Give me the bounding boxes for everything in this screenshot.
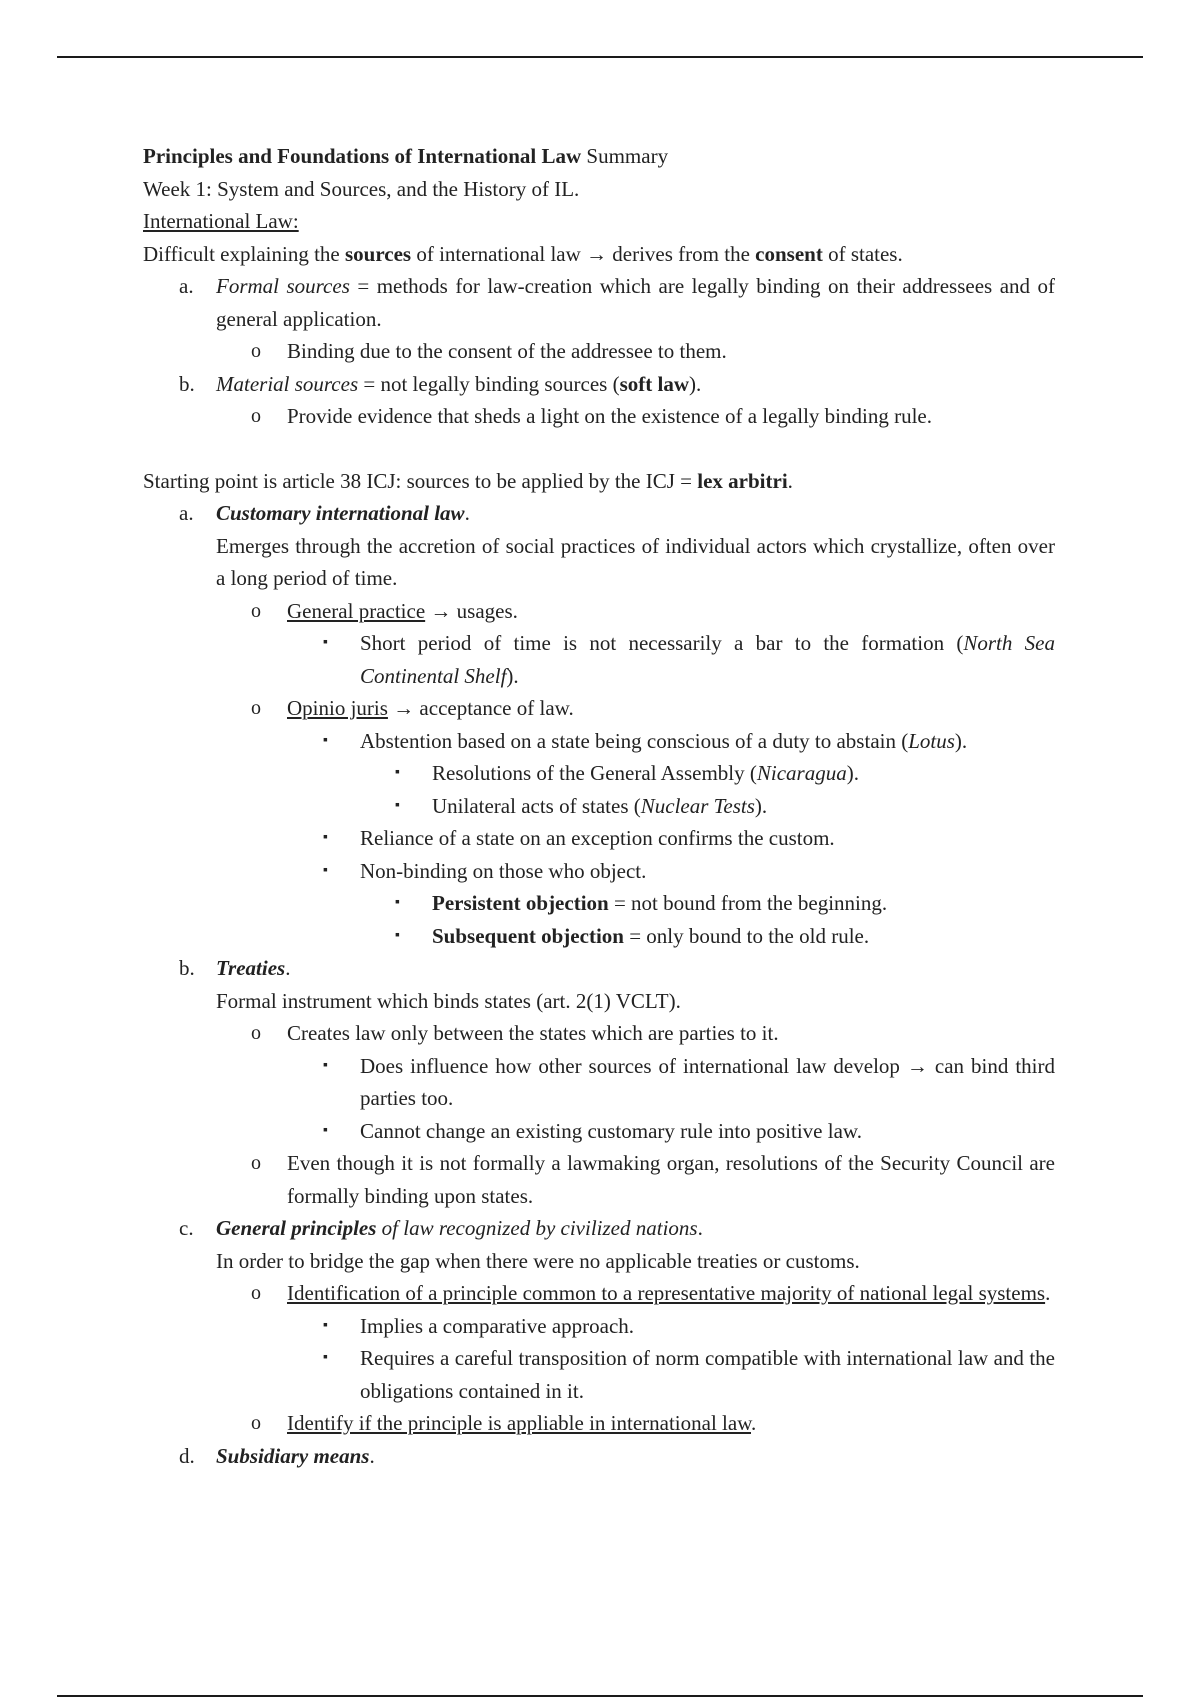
footer-rule bbox=[57, 1695, 1143, 1697]
list-item: ▪ Cannot change an existing customary rule into positive law. bbox=[143, 1115, 1055, 1148]
list-item-formal-sources: a. Formal sources = methods for law-creation which are legally binding on their addressees and of general application. bbox=[143, 270, 1055, 335]
list-marker: a. bbox=[179, 274, 194, 298]
list-item: ▪ Short period of time is not necessarily a bar to the formation (North Sea Continental Shelf). bbox=[143, 627, 1055, 692]
list-item-treaties: b. Treaties. bbox=[143, 952, 1055, 985]
list-marker: c. bbox=[179, 1216, 194, 1240]
list-item-customary-law: a. Customary international law. bbox=[143, 497, 1055, 530]
treaties-description: Formal instrument which binds states (art. 2(1) VCLT). bbox=[216, 988, 681, 1013]
circle-bullet-icon: o bbox=[251, 697, 261, 719]
article-38-paragraph: Starting point is article 38 ICJ: sources to be applied by the ICJ = lex arbitri. bbox=[143, 468, 793, 493]
document-title: Principles and Foundations of International Law Summary bbox=[143, 144, 669, 168]
square-bullet-icon: ▪ bbox=[395, 895, 400, 910]
square-bullet-icon: ▪ bbox=[323, 635, 328, 650]
list-item: ▪ Persistent objection = not bound from the beginning. bbox=[143, 887, 1055, 920]
document-body bbox=[143, 140, 1055, 1472]
circle-bullet-icon: o bbox=[251, 1282, 261, 1304]
list-item: o Creates law only between the states which are parties to it. bbox=[143, 1017, 1055, 1050]
list-marker: a. bbox=[179, 501, 194, 525]
list-item: o Even though it is not formally a lawmaking organ, resolutions of the Security Council are formally binding upon states. bbox=[143, 1147, 1055, 1212]
list-item: ▪ Does influence how other sources of international law develop → can bind third parties too. bbox=[143, 1050, 1055, 1115]
list-item: ▪ Unilateral acts of states (Nuclear Tests). bbox=[143, 790, 1055, 823]
circle-bullet-icon: o bbox=[251, 340, 261, 362]
list-item: ▪ Implies a comparative approach. bbox=[143, 1310, 1055, 1343]
list-marker: b. bbox=[179, 371, 195, 396]
square-bullet-icon: ▪ bbox=[323, 1317, 328, 1333]
square-bullet-icon: ▪ bbox=[395, 797, 400, 813]
list-item-subsidiary-means: d. Subsidiary means. bbox=[143, 1440, 1055, 1473]
circle-bullet-icon: o bbox=[251, 599, 261, 622]
list-marker: d. bbox=[179, 1443, 195, 1468]
list-item: ▪ Resolutions of the General Assembly (Nicaragua). bbox=[143, 757, 1055, 790]
list-item: o Binding due to the consent of the addressee to them. bbox=[143, 335, 1055, 368]
customary-description: Emerges through the accretion of social practices of individual actors which crystallize, often over a long period of time. bbox=[216, 533, 1055, 590]
list-item: o General practice → usages. bbox=[143, 595, 1055, 628]
list-item: ▪ Requires a careful transposition of norm compatible with international law and the obligations contained in it. bbox=[143, 1342, 1055, 1407]
square-bullet-icon: ▪ bbox=[323, 830, 328, 845]
list-marker: b. bbox=[179, 956, 195, 980]
circle-bullet-icon: o bbox=[251, 1022, 261, 1044]
list-item: ▪ Reliance of a state on an exception confirms the custom. bbox=[143, 822, 1055, 855]
square-bullet-icon: ▪ bbox=[323, 1122, 328, 1138]
list-item: o Provide evidence that sheds a light on the existence of a legally binding rule. bbox=[143, 400, 1055, 433]
list-item: o Identification of a principle common to a representative majority of national legal systems. bbox=[143, 1277, 1055, 1310]
list-item: o Identify if the principle is appliable in international law. bbox=[143, 1407, 1055, 1440]
square-bullet-icon: ▪ bbox=[323, 732, 328, 748]
square-bullet-icon: ▪ bbox=[323, 862, 328, 878]
square-bullet-icon: ▪ bbox=[395, 927, 400, 943]
list-item: ▪ Non-binding on those who object. bbox=[143, 855, 1055, 888]
square-bullet-icon: ▪ bbox=[323, 1350, 328, 1365]
list-item: ▪ Abstention based on a state being conscious of a duty to abstain (Lotus). bbox=[143, 725, 1055, 758]
square-bullet-icon: ▪ bbox=[395, 765, 400, 780]
list-item: ▪ Subsequent objection = only bound to the old rule. bbox=[143, 920, 1055, 953]
week-heading: Week 1: System and Sources, and the History of IL. bbox=[143, 176, 580, 201]
circle-bullet-icon: o bbox=[251, 1412, 261, 1434]
circle-bullet-icon: o bbox=[251, 1152, 261, 1174]
intro-paragraph: Difficult explaining the sources of international law → derives from the consent of states. bbox=[143, 241, 903, 266]
list-item-general-principles: c. General principles of law recognized by civilized nations. bbox=[143, 1212, 1055, 1245]
list-item: o Opinio juris → acceptance of law. bbox=[143, 692, 1055, 725]
header-rule bbox=[57, 56, 1143, 58]
circle-bullet-icon: o bbox=[251, 405, 261, 427]
list-item-material-sources: b. Material sources = not legally binding sources (soft law). bbox=[143, 368, 1055, 401]
general-principles-description: In order to bridge the gap when there were no applicable treaties or customs. bbox=[216, 1248, 860, 1273]
section-heading: International Law: bbox=[143, 209, 299, 233]
square-bullet-icon: ▪ bbox=[323, 1057, 328, 1073]
